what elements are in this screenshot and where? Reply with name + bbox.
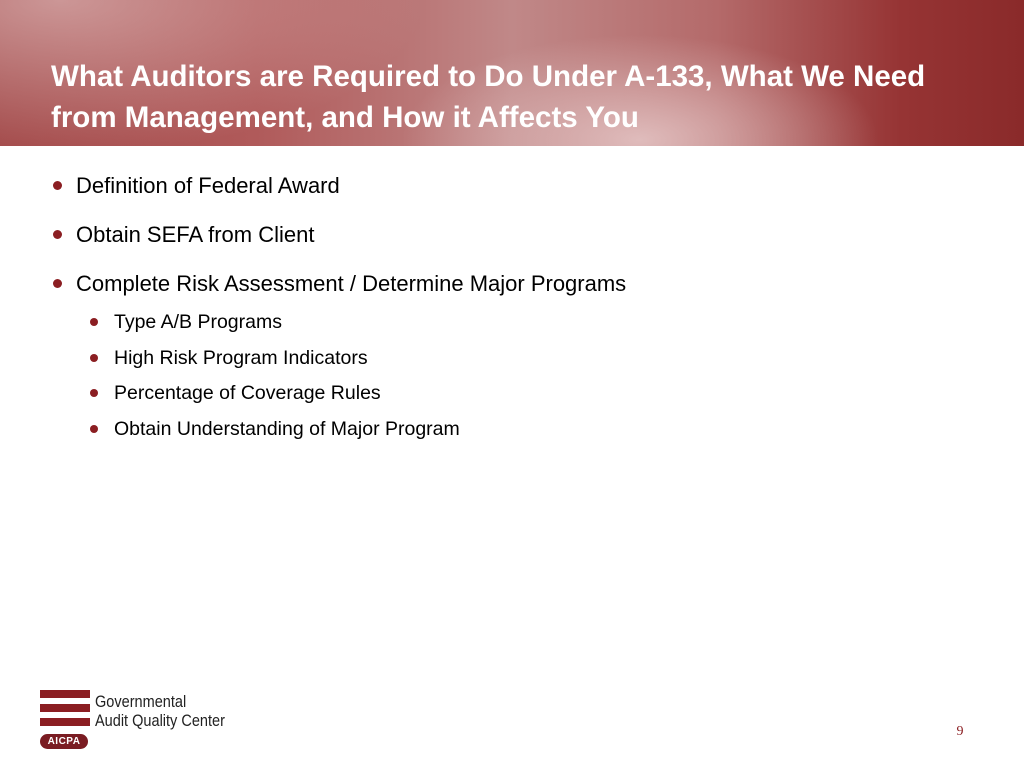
sub-bullet-list bbox=[0, 307, 1024, 444]
bullet-list bbox=[0, 168, 1024, 449]
sub-bullet-item bbox=[0, 414, 1024, 444]
bullet-item bbox=[0, 266, 1024, 301]
sub-bullet-text: Percentage of Coverage Rules bbox=[114, 382, 381, 404]
title-band bbox=[0, 0, 1024, 146]
bullet-dot-icon bbox=[53, 181, 62, 190]
sub-bullet-text: High Risk Program Indicators bbox=[114, 346, 368, 369]
sub-bullet-item bbox=[0, 378, 1024, 408]
bullet-dot-icon bbox=[90, 425, 98, 433]
bullet-text: Definition of Federal Award bbox=[76, 173, 340, 198]
bullet-dot-icon bbox=[90, 354, 98, 362]
sub-bullet-item bbox=[0, 307, 1024, 337]
bullet-item bbox=[0, 168, 1024, 203]
bullet-item bbox=[0, 217, 1024, 252]
gaqc-logo bbox=[40, 690, 240, 750]
bullet-dot-icon bbox=[53, 230, 62, 239]
bullet-dot-icon bbox=[90, 318, 98, 326]
sub-bullet-text: Type A/B Programs bbox=[114, 311, 282, 333]
logo-text-line1: Governmental bbox=[95, 693, 187, 711]
aicpa-badge: AICPA bbox=[40, 734, 88, 749]
bullet-text: Obtain SEFA from Client bbox=[76, 222, 315, 247]
bullet-dot-icon bbox=[53, 279, 62, 288]
sub-bullet-group bbox=[0, 307, 1024, 444]
logo-bar bbox=[40, 690, 90, 698]
logo-text-line2: Audit Quality Center bbox=[95, 712, 225, 730]
slide-title: What Auditors are Required to Do Under A-133, What We Need from Management, and How it Affects You bbox=[51, 60, 926, 134]
logo-bar bbox=[40, 704, 90, 712]
sub-bullet-text: Obtain Understanding of Major Program bbox=[114, 417, 460, 440]
bullet-dot-icon bbox=[90, 389, 98, 397]
bullet-text: Complete Risk Assessment / Determine Major Programs bbox=[76, 271, 627, 296]
logo-bar bbox=[40, 718, 90, 726]
sub-bullet-item bbox=[0, 343, 1024, 373]
page-number: 9 bbox=[956, 724, 964, 739]
